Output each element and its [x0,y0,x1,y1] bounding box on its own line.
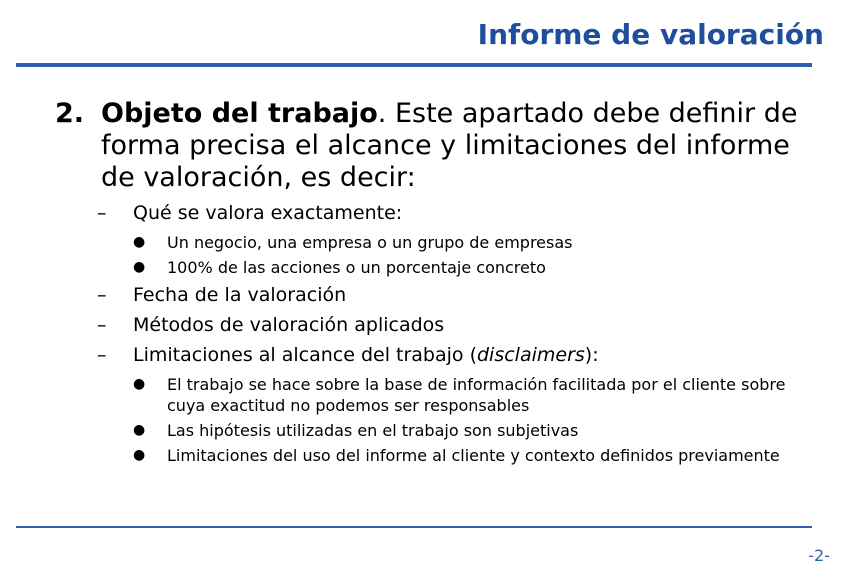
main-item [55,98,815,194]
bullet-item [133,374,815,416]
bullet-text: El trabajo se hace sobre la base de información facilitada por el cliente sobre cuya exactitud no podemos ser responsables [167,375,786,415]
bullet-item [133,445,815,466]
bottom-divider [16,526,812,528]
bullet-icon: ● [133,259,146,275]
bullet-icon: ● [133,422,146,438]
subitem-date [97,280,815,310]
subitem-text: Fecha de la valoración [133,284,347,306]
dash-marker: – [97,284,107,306]
bullet-text: Las hipótesis utilizadas en el trabajo son subjetivas [167,421,579,440]
bullet-text: Limitaciones del uso del informe al cliente y contexto definidos previamente [167,446,780,465]
bullet-text: Un negocio, una empresa o un grupo de empresas [167,233,573,252]
page-number: -2- [808,546,830,565]
slide-title: Informe de valoración [477,18,824,51]
bullet-icon: ● [133,376,146,392]
dash-marker: – [97,202,107,224]
dash-marker: – [97,314,107,336]
subitem-what [97,198,815,228]
bullet-item [133,257,815,278]
top-divider [16,63,812,67]
dash-marker: – [97,344,107,366]
bullet-icon: ● [133,447,146,463]
item-number: 2. [55,98,85,129]
item-lead: . Este apartado debe definir de forma precisa el alcance y limitaciones del informe de valoración, es decir: [101,98,798,193]
subitem-text: Limitaciones al alcance del trabajo (disclaimers): [133,344,599,366]
subitem-limitations [97,340,815,370]
italic-term: disclaimers [477,344,585,366]
item-text [101,98,815,194]
bullet-item [133,420,815,441]
subitem-text: Qué se valora exactamente: [133,202,403,224]
bullet-item [133,232,815,253]
slide-content [55,98,815,468]
subitem-methods [97,310,815,340]
bullet-icon: ● [133,234,146,250]
bullet-text: 100% de las acciones o un porcentaje concreto [167,258,546,277]
subitem-text: Métodos de valoración aplicados [133,314,445,336]
item-heading: Objeto del trabajo [101,98,378,129]
